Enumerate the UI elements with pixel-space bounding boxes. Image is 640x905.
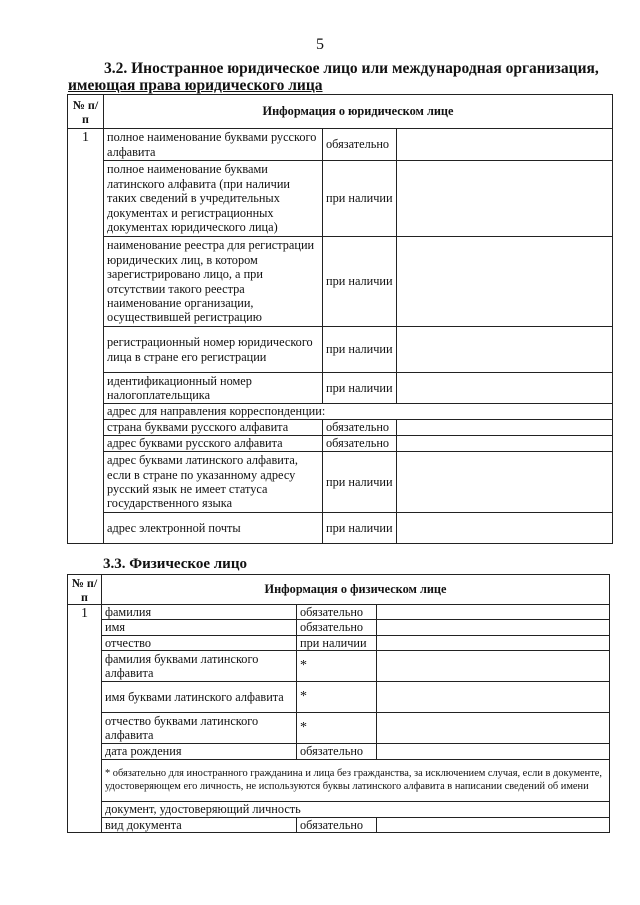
individual-table [67,574,610,833]
field-requirement: * [297,682,377,713]
table-row [68,620,610,635]
table-row [68,713,610,744]
field-requirement: * [297,651,377,682]
address-heading-row [68,404,613,420]
field-label: полное наименование буквами латинского алфавита (при наличии таких сведений в учредительных документах и регистрационных документах юридического лица) [104,161,323,237]
col-header-info: Информация о юридическом лице [104,95,613,129]
section-32-title-line2: имеющая права юридического лица [68,77,323,94]
field-requirement: обязательно [297,620,377,635]
table-row [68,420,613,436]
address-heading: адрес для направления корреспонденции: [104,404,613,420]
field-value[interactable] [377,635,610,650]
field-value[interactable] [397,452,613,513]
row-number: 1 [68,129,104,544]
field-requirement: обязательно [297,817,377,832]
field-value[interactable] [377,651,610,682]
page-number: 5 [316,36,324,53]
section-32-title [68,60,628,94]
field-value[interactable] [397,129,613,161]
table-row [68,129,613,161]
field-label: вид документа [102,817,297,832]
legal-entity-table [67,94,613,544]
field-label: регистрационный номер юридического лица в стране его регистрации [104,327,323,373]
field-label: полное наименование буквами русского алфавита [104,129,323,161]
field-requirement: при наличии [323,237,397,327]
col-header-number: № п/п [68,95,104,129]
table-row [68,682,610,713]
field-value[interactable] [397,237,613,327]
footnote-row [68,759,610,801]
field-value[interactable] [397,513,613,544]
field-value[interactable] [377,605,610,620]
field-label: наименование реестра для регистрации юридических лиц, в котором зарегистрировано лицо, а при отсутствии такого реестра наименование организации, осуществившей регистрацию [104,237,323,327]
document-heading: документ, удостоверяющий личность [102,801,610,817]
field-requirement: при наличии [323,161,397,237]
field-value[interactable] [377,713,610,744]
field-label: адрес буквами латинского алфавита, если в стране по указанному адресу русский язык не имеет статуса государственного языка [104,452,323,513]
table-row [68,635,610,650]
field-value[interactable] [397,436,613,452]
field-label: фамилия [102,605,297,620]
table-row [68,817,610,832]
field-label: имя буквами латинского алфавита [102,682,297,713]
section-33-title: 3.3. Физическое лицо [103,556,247,572]
field-label: адрес буквами русского алфавита [104,436,323,452]
field-requirement: при наличии [297,635,377,650]
table-row [68,161,613,237]
table-row [68,605,610,620]
footnote: * обязательно для иностранного гражданина и лица без гражданства, за исключением случая, если в документе, удостоверяющем его личность, не используются буквы латинского алфавита в написании сведений об имени [102,759,610,801]
field-value[interactable] [377,817,610,832]
row-number: 1 [68,605,102,833]
table-row [68,237,613,327]
field-value[interactable] [377,620,610,635]
field-requirement: обязательно [323,129,397,161]
field-requirement: обязательно [297,605,377,620]
table-row [68,436,613,452]
field-label: дата рождения [102,744,297,759]
field-label: фамилия буквами латинского алфавита [102,651,297,682]
document-heading-row [68,801,610,817]
table-row [68,452,613,513]
field-requirement: при наличии [323,373,397,404]
field-requirement: при наличии [323,327,397,373]
table-row [68,513,613,544]
field-value[interactable] [397,327,613,373]
field-requirement: обязательно [323,420,397,436]
col-header-info: Информация о физическом лице [102,575,610,605]
field-requirement: при наличии [323,452,397,513]
field-label: страна буквами русского алфавита [104,420,323,436]
field-label: адрес электронной почты [104,513,323,544]
field-value[interactable] [397,420,613,436]
field-label: отчество буквами латинского алфавита [102,713,297,744]
field-value[interactable] [397,373,613,404]
field-requirement: при наличии [323,513,397,544]
table-row [68,651,610,682]
table-row [68,327,613,373]
field-value[interactable] [377,682,610,713]
table-row [68,373,613,404]
field-requirement: * [297,713,377,744]
table-row [68,744,610,759]
field-requirement: обязательно [323,436,397,452]
field-value[interactable] [377,744,610,759]
section-32-title-line1: 3.2. Иностранное юридическое лицо или международная организация, [104,60,599,77]
field-label: имя [102,620,297,635]
field-label: идентификационный номер налогоплательщика [104,373,323,404]
field-requirement: обязательно [297,744,377,759]
field-label: отчество [102,635,297,650]
field-value[interactable] [397,161,613,237]
col-header-number: № п/п [68,575,102,605]
